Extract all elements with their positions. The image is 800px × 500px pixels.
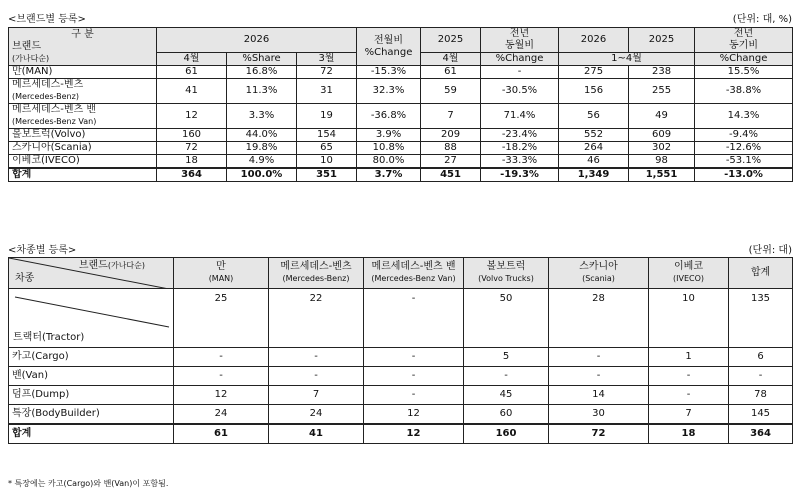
brand-value-apr25: 61 — [421, 66, 481, 79]
brand-row — [9, 104, 793, 129]
type-column-header — [174, 258, 269, 289]
brand-registration-table — [8, 27, 793, 182]
brand-value-mar: 10 — [297, 155, 357, 169]
brand-name: 메르세데스-벤츠 — [12, 79, 84, 90]
brand-value-c25: 49 — [629, 104, 695, 129]
total-mar: 351 — [297, 168, 357, 182]
type-row-value: 6 — [729, 348, 793, 367]
type-row-value: 30 — [549, 405, 649, 425]
brand-name: 메르세데스-벤츠 밴 — [12, 104, 97, 115]
type-row-value: - — [549, 367, 649, 386]
brand-value-share: 4.9% — [227, 155, 297, 169]
brand-value-cyoy: -12.6% — [695, 142, 793, 155]
type-row-label: 카고(Cargo) — [9, 348, 174, 367]
brand-value-cyoy: 15.5% — [695, 66, 793, 79]
header-share: %Share — [227, 53, 297, 66]
brand-value-c26: 275 — [559, 66, 629, 79]
corner-type-label: 차종 — [15, 273, 35, 284]
type-row-value: - — [464, 367, 549, 386]
brand-value-cyoy: -53.1% — [695, 155, 793, 169]
type-row-label: 덤프(Dump) — [9, 386, 174, 405]
brand-value-apr25: 209 — [421, 129, 481, 142]
type-total-value: 72 — [549, 424, 649, 444]
brand-value-mom: 32.3% — [357, 79, 421, 104]
header-mom-label: 전월비 — [374, 34, 403, 46]
type-row-value: 135 — [729, 289, 793, 348]
brand-value-c26: 56 — [559, 104, 629, 129]
type-column-header — [549, 258, 649, 289]
brand-value-share: 19.8% — [227, 142, 297, 155]
brand-value-apr25: 88 — [421, 142, 481, 155]
type-column-sub: (Mercedes-Benz) — [282, 274, 350, 283]
type-column-header — [649, 258, 729, 289]
brand-value-apr: 72 — [157, 142, 227, 155]
type-row-value: 1 — [649, 348, 729, 367]
brand-value-mom: -36.8% — [357, 104, 421, 129]
header-cum-2026: 2026 — [559, 28, 629, 53]
brand-value-mom: 80.0% — [357, 155, 421, 169]
type-total-value: 18 — [649, 424, 729, 444]
type-row-value: 10 — [649, 289, 729, 348]
brand-value-mar: 65 — [297, 142, 357, 155]
type-row-label: 특장(BodyBuilder) — [9, 405, 174, 425]
brand-value-mar: 72 — [297, 66, 357, 79]
header-mom — [357, 28, 421, 66]
type-row-label: 트랙터(Tractor) — [13, 332, 85, 343]
type-row-value: 24 — [269, 405, 364, 425]
type-total-value: 160 — [464, 424, 549, 444]
total-c25: 1,551 — [629, 168, 695, 182]
brand-value-c25: 98 — [629, 155, 695, 169]
brand-total-row — [9, 168, 793, 182]
type-row-value: - — [364, 386, 464, 405]
header-mar: 3월 — [297, 53, 357, 66]
brand-value-share: 11.3% — [227, 79, 297, 104]
brand-row — [9, 142, 793, 155]
type-row-value: 28 — [549, 289, 649, 348]
type-row-value: - — [364, 367, 464, 386]
header-apr: 4월 — [157, 53, 227, 66]
brand-name-cell — [9, 79, 157, 104]
type-row-value: 12 — [364, 405, 464, 425]
type-row — [9, 367, 793, 386]
corner-cell — [9, 258, 174, 289]
type-column-name: 이베코 — [674, 261, 703, 272]
brand-value-c26: 156 — [559, 79, 629, 104]
type-row-value: - — [269, 348, 364, 367]
brand-value-yoy: -18.2% — [481, 142, 559, 155]
type-row-value: 145 — [729, 405, 793, 425]
header-mom-sub: %Change — [364, 46, 413, 58]
brand-value-c25: 302 — [629, 142, 695, 155]
header-2025: 2025 — [421, 28, 481, 53]
type-total-value: 12 — [364, 424, 464, 444]
header-2026: 2026 — [157, 28, 357, 53]
type-row-value: 25 — [174, 289, 269, 348]
header-brand-sub: (가나다순) — [12, 53, 50, 63]
type-column-sub: (Mercedes-Benz Van) — [371, 274, 456, 283]
type-total-value: 41 — [269, 424, 364, 444]
type-row-value: 45 — [464, 386, 549, 405]
footnote: * 특장에는 카고(Cargo)와 밴(Van)이 포함됨. — [8, 479, 169, 488]
header-brand: 브랜드 — [12, 40, 41, 52]
header-gubun-brand — [9, 28, 157, 66]
type-row-value: 24 — [174, 405, 269, 425]
header-yoy-label: 전년 — [509, 28, 530, 39]
header-cum-yoy — [695, 28, 793, 53]
brand-value-yoy: -33.3% — [481, 155, 559, 169]
brand-name-cell — [9, 142, 157, 155]
brand-row — [9, 66, 793, 79]
corner-brand — [79, 260, 145, 272]
brand-name: 이베코(IVECO) — [12, 155, 80, 166]
type-row-value: 78 — [729, 386, 793, 405]
corner-brand-sub: (가나다순) — [107, 261, 145, 270]
type-row-value: 5 — [464, 348, 549, 367]
header-cum-change: %Change — [695, 53, 793, 66]
brand-value-apr25: 27 — [421, 155, 481, 169]
type-row-label: 밴(Van) — [9, 367, 174, 386]
brand-value-share: 3.3% — [227, 104, 297, 129]
brand-value-yoy: -23.4% — [481, 129, 559, 142]
total-yoy: -19.3% — [481, 168, 559, 182]
type-column-sub: (MAN) — [208, 274, 234, 283]
header-yoy — [481, 28, 559, 53]
brand-value-mar: 19 — [297, 104, 357, 129]
type-total-label: 합계 — [9, 424, 174, 444]
type-row-value: 22 — [269, 289, 364, 348]
total-c26: 1,349 — [559, 168, 629, 182]
brand-value-apr: 12 — [157, 104, 227, 129]
brand-value-mom: 3.9% — [357, 129, 421, 142]
brand-row — [9, 129, 793, 142]
header-cum-2025: 2025 — [629, 28, 695, 53]
brand-value-share: 16.8% — [227, 66, 297, 79]
type-column-name: 메르세데스-벤츠 밴 — [371, 261, 456, 272]
brand-name-sub: (Mercedes-Benz) — [12, 92, 79, 101]
total-apr: 364 — [157, 168, 227, 182]
brand-value-apr: 18 — [157, 155, 227, 169]
brand-value-apr25: 7 — [421, 104, 481, 129]
type-row-value: 12 — [174, 386, 269, 405]
brand-value-c25: 255 — [629, 79, 695, 104]
type-row-value: - — [649, 386, 729, 405]
brand-value-apr: 160 — [157, 129, 227, 142]
brand-value-share: 44.0% — [227, 129, 297, 142]
type-registration-table — [8, 257, 793, 444]
brand-row — [9, 79, 793, 104]
header-gubun: 구 분 — [71, 28, 94, 40]
brand-value-apr: 61 — [157, 66, 227, 79]
total-apr25: 451 — [421, 168, 481, 182]
type-row-value: - — [549, 348, 649, 367]
brand-value-c26: 46 — [559, 155, 629, 169]
type-column-header — [729, 258, 793, 289]
tractor-label-cell — [9, 289, 174, 348]
header-jan-apr: 1~4월 — [559, 53, 695, 66]
brand-name-sub: (Mercedes-Benz Van) — [12, 117, 97, 126]
brand-row — [9, 155, 793, 169]
type-column-name: 메르세데스-벤츠 — [280, 261, 352, 272]
type-column-name: 스카니아 — [579, 261, 618, 272]
type-row-value: 14 — [549, 386, 649, 405]
total-share: 100.0% — [227, 168, 297, 182]
type-column-name: 볼보트럭 — [486, 261, 526, 272]
type-total-row — [9, 424, 793, 444]
type-column-sub: (Volvo Trucks) — [478, 274, 534, 283]
type-row-value: - — [269, 367, 364, 386]
type-row-value: - — [174, 348, 269, 367]
brand-value-mar: 31 — [297, 79, 357, 104]
type-row — [9, 289, 793, 348]
header-cum-yoy-label2: 동기비 — [729, 40, 758, 51]
brand-name: 만(MAN) — [12, 66, 53, 77]
brand-value-yoy: 71.4% — [481, 104, 559, 129]
type-total-value: 364 — [729, 424, 793, 444]
brand-value-apr: 41 — [157, 79, 227, 104]
type-row-value: - — [364, 348, 464, 367]
type-row — [9, 348, 793, 367]
brand-value-cyoy: -38.8% — [695, 79, 793, 104]
brand-name-cell — [9, 104, 157, 129]
type-row-value: 60 — [464, 405, 549, 425]
type-row-value: - — [649, 367, 729, 386]
type-total-value: 61 — [174, 424, 269, 444]
brand-name-cell — [9, 155, 157, 169]
type-column-sub: (IVECO) — [672, 274, 704, 283]
type-row-value: - — [174, 367, 269, 386]
brand-value-c26: 264 — [559, 142, 629, 155]
brand-name: 볼보트럭(Volvo) — [12, 129, 86, 140]
type-row-value: 50 — [464, 289, 549, 348]
brand-name-cell — [9, 129, 157, 142]
brand-value-yoy: - — [481, 66, 559, 79]
type-column-header — [269, 258, 364, 289]
total-label: 합계 — [9, 168, 157, 182]
brand-section-title: <브랜드별 등록> — [8, 14, 86, 25]
brand-value-cyoy: -9.4% — [695, 129, 793, 142]
header-cum-yoy-label: 전년 — [733, 28, 754, 39]
brand-value-mar: 154 — [297, 129, 357, 142]
type-column-name: 만 — [216, 261, 226, 272]
type-row-value: 7 — [649, 405, 729, 425]
type-section-unit: (단위: 대) — [748, 245, 792, 256]
type-column-header — [364, 258, 464, 289]
header-yoy-label2: 동월비 — [505, 40, 534, 51]
header-apr-2025: 4월 — [421, 53, 481, 66]
brand-value-mom: -15.3% — [357, 66, 421, 79]
brand-value-c25: 609 — [629, 129, 695, 142]
type-column-sub: (Scania) — [582, 274, 615, 283]
brand-value-c25: 238 — [629, 66, 695, 79]
brand-value-cyoy: 14.3% — [695, 104, 793, 129]
type-row — [9, 386, 793, 405]
brand-section-unit: (단위: 대, %) — [732, 14, 792, 25]
brand-name: 스카니아(Scania) — [12, 142, 92, 153]
corner-brand-label: 브랜드 — [78, 260, 108, 271]
type-section-title: <차종별 등록> — [8, 245, 77, 256]
type-row — [9, 405, 793, 425]
type-row-value: 7 — [269, 386, 364, 405]
brand-value-yoy: -30.5% — [481, 79, 559, 104]
type-row-value: - — [364, 289, 464, 348]
type-row-value: - — [729, 367, 793, 386]
brand-value-c26: 552 — [559, 129, 629, 142]
brand-name-cell — [9, 66, 157, 79]
header-yoy-change: %Change — [481, 53, 559, 66]
type-column-name: 합계 — [750, 267, 771, 278]
total-cyoy: -13.0% — [695, 168, 793, 182]
brand-value-mom: 10.8% — [357, 142, 421, 155]
type-column-header — [464, 258, 549, 289]
total-mom: 3.7% — [357, 168, 421, 182]
brand-value-apr25: 59 — [421, 79, 481, 104]
